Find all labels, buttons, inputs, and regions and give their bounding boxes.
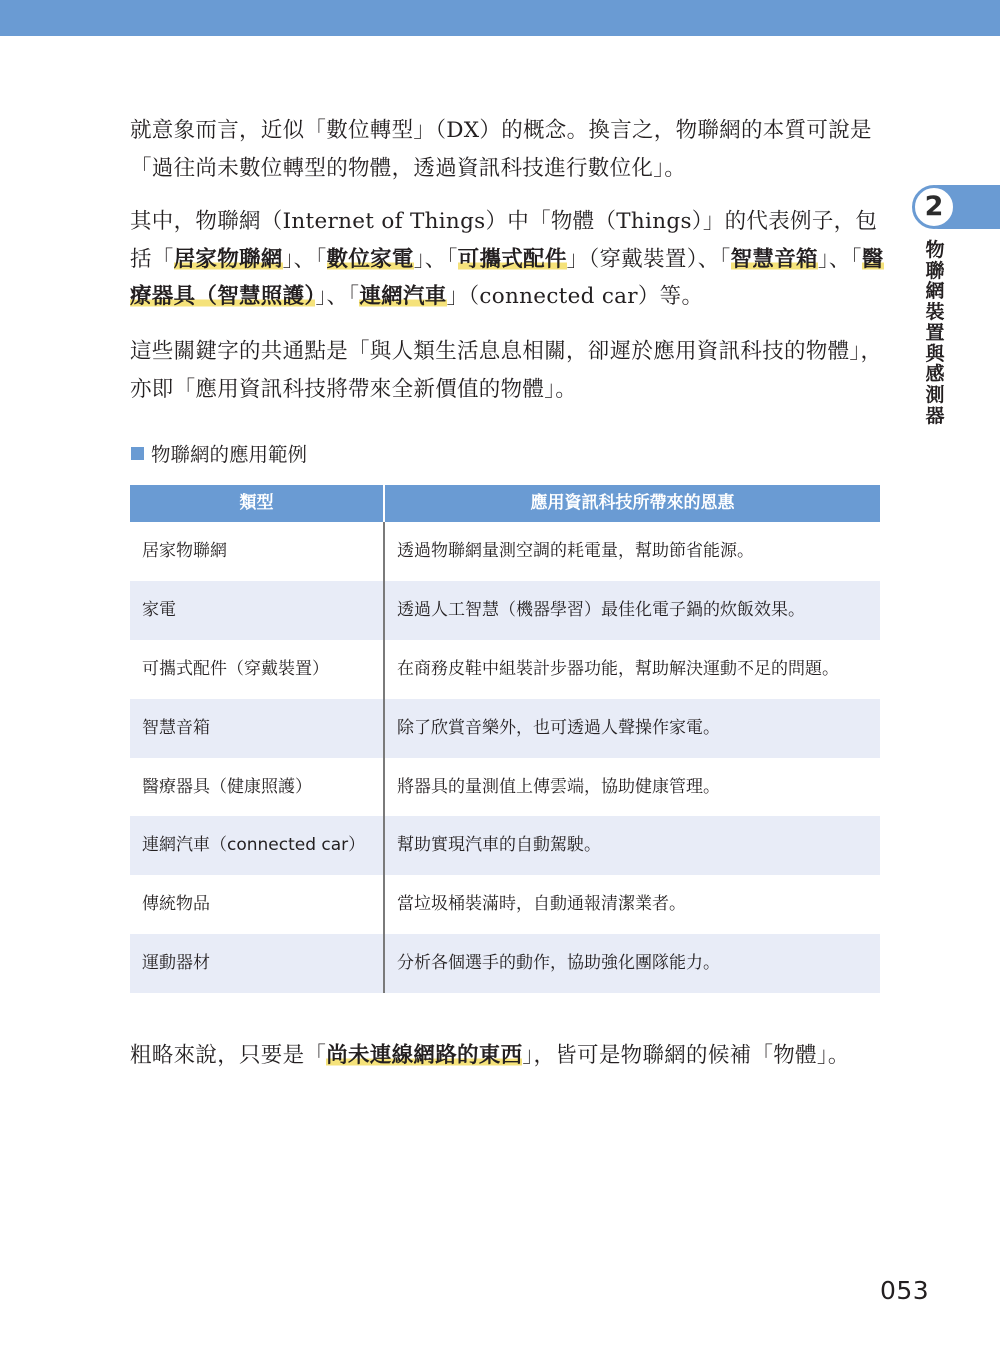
table-row — [130, 758, 880, 817]
text-run: 」、「 — [315, 284, 360, 309]
paragraph-examples — [130, 203, 890, 316]
section-heading — [131, 440, 307, 470]
keyword-medical-device: 醫療器具（智慧照護） — [130, 246, 884, 309]
iot-examples-table — [130, 485, 880, 993]
text-run: 」、「 — [282, 246, 327, 272]
text-run: 」、「 — [817, 246, 862, 272]
cell-type: 可攜式配件（穿戴裝置） — [130, 640, 385, 699]
text-run: 」、「 — [413, 246, 458, 272]
square-bullet-icon — [131, 447, 144, 460]
text-run: 」（connected car）等。 — [446, 284, 704, 309]
cell-benefit: 分析各個選手的動作，協助強化團隊能力。 — [397, 953, 720, 974]
keyword-connected-car: 連網汽車 — [359, 284, 447, 309]
cell-benefit: 透過人工智慧（機器學習）最佳化電子鍋的炊飯效果。 — [397, 599, 805, 620]
keyword-wearable: 可攜式配件 — [457, 246, 567, 272]
cell-benefit: 透過物聯網量測空調的耗電量，幫助節省能源。 — [397, 541, 754, 561]
cell-type: 連網汽車（connected car） — [130, 816, 385, 875]
keyword-smart-speaker: 智慧音箱 — [730, 246, 818, 272]
keyword-home-iot: 居家物聯網 — [173, 246, 283, 272]
text-run: 粗略來說，只要是「 — [130, 1043, 327, 1068]
table-row — [130, 522, 880, 581]
table-row — [130, 581, 880, 640]
table-row — [130, 934, 880, 993]
cell-type: 運動器材 — [130, 934, 385, 993]
cell-benefit: 幫助實現汽車的自動駕駛。 — [397, 835, 601, 856]
chapter-title-vertical: 物聯網裝置與感測器 — [925, 239, 945, 427]
text-run: 」（穿戴裝置）、「 — [566, 246, 731, 272]
keyword-not-connected: 尚未連線網路的東西 — [326, 1043, 523, 1068]
table-row — [130, 816, 880, 875]
cell-type: 智慧音箱 — [130, 699, 385, 758]
text-run: 其中，物聯網（Internet of Things）中「物體（Things）」的代表例子，包括「 — [130, 209, 878, 272]
cell-benefit: 在商務皮鞋中組裝計步器功能，幫助解決運動不足的問題。 — [397, 658, 839, 679]
keyword-digital-appliance: 數位家電 — [326, 246, 414, 272]
cell-type: 醫療器具（健康照護） — [130, 758, 385, 817]
text-run: 」，皆可是物聯網的候補「物體」。 — [522, 1043, 850, 1068]
header-type: 類型 — [239, 493, 274, 513]
cell-benefit: 將器具的量測值上傳雲端，協助健康管理。 — [397, 776, 720, 797]
cell-type: 居家物聯網 — [130, 522, 385, 581]
page-number: 053 — [880, 1276, 930, 1305]
table-row — [130, 875, 880, 934]
cell-type: 家電 — [130, 581, 385, 640]
cell-benefit: 除了欣賞音樂外，也可透過人聲操作家電。 — [397, 717, 720, 738]
paragraph-intro: 就意象而言，近似「數位轉型」（DX）的概念。換言之，物聯網的本質可說是「過往尚未數位轉型的物體，透過資訊科技進行數位化」。 — [130, 118, 872, 181]
section-heading-text: 物聯網的應用範例 — [151, 443, 308, 466]
table-row — [130, 640, 880, 699]
table-header-row — [130, 485, 880, 522]
cell-benefit: 當垃圾桶裝滿時，自動通報清潔業者。 — [397, 894, 686, 915]
cell-type: 傳統物品 — [130, 875, 385, 934]
table-row — [130, 699, 880, 758]
chapter-number-badge: 2 — [912, 185, 956, 229]
header-benefit: 應用資訊科技所帶來的恩惠 — [383, 485, 880, 522]
paragraph-common-point: 這些關鍵字的共通點是「與人類生活息息相關，卻遲於應用資訊科技的物體」，亦即「應用資訊科技將帶來全新價值的物體」。 — [130, 339, 883, 402]
top-header-bar — [0, 0, 1000, 36]
paragraph-closing — [130, 1037, 890, 1075]
